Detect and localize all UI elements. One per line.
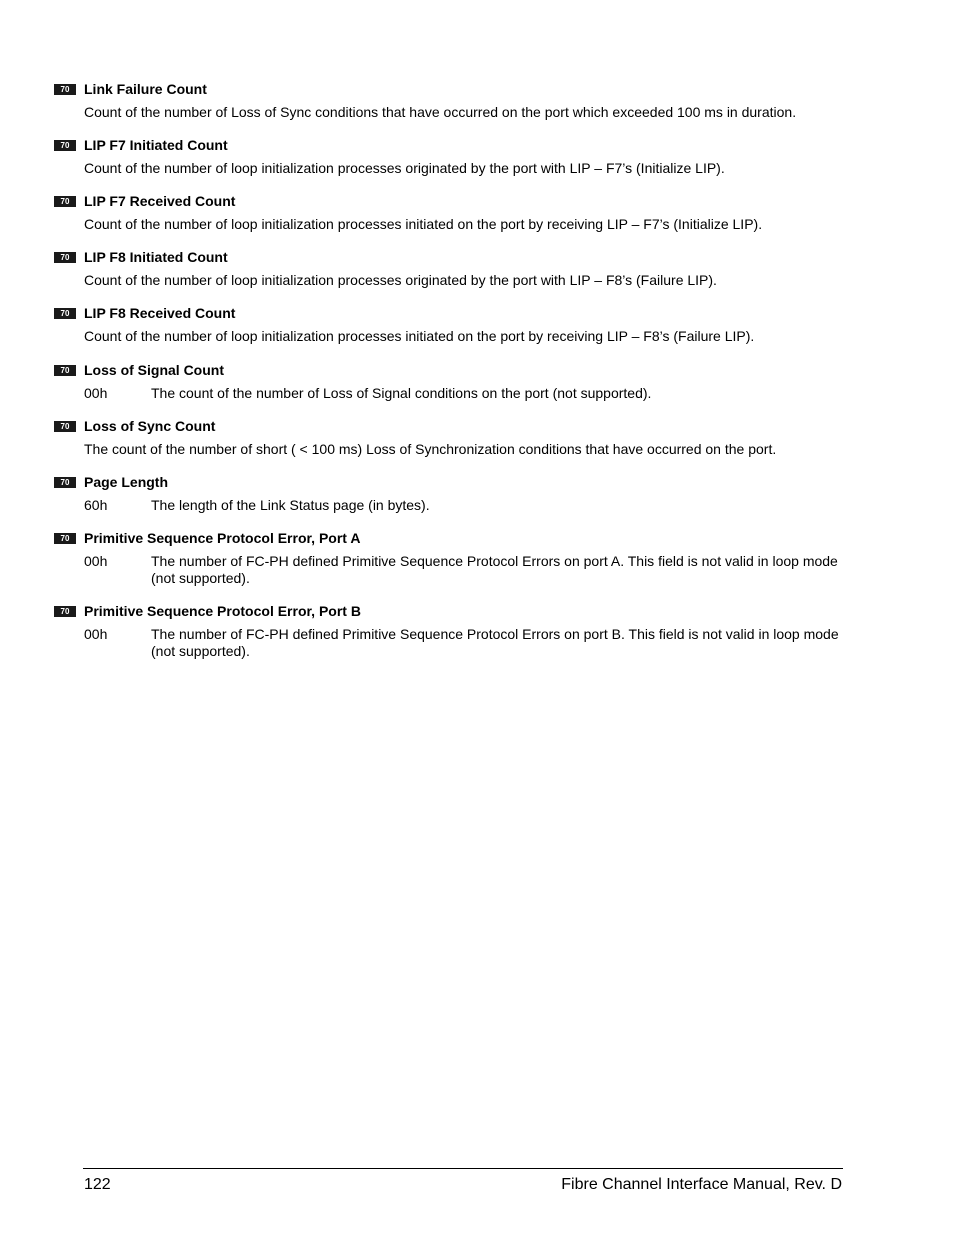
value-row xyxy=(84,385,854,402)
page-code-badge: 70 xyxy=(54,196,76,207)
field-value: 00h xyxy=(84,626,108,642)
field-description: Count of the number of loop initialization processes originated by the port with LIP – F8’s (Failure LIP). xyxy=(84,272,717,288)
field-description: The length of the Link Status page (in bytes). xyxy=(151,497,430,513)
field-title: LIP F7 Initiated Count xyxy=(84,137,228,153)
page-code-badge: 70 xyxy=(54,365,76,376)
entry-pspe-port-a xyxy=(54,530,854,587)
entry-pspe-port-b xyxy=(54,603,854,660)
field-title: Link Failure Count xyxy=(84,81,207,97)
page-code-badge: 70 xyxy=(54,477,76,488)
field-title: Loss of Signal Count xyxy=(84,362,224,378)
entry-loss-of-signal-count xyxy=(54,362,854,402)
entry-lip-f8-initiated-count xyxy=(54,249,854,289)
value-row xyxy=(84,553,854,587)
field-title: LIP F8 Received Count xyxy=(84,305,236,321)
field-description: Count of the number of loop initialization processes initiated on the port by receiving LIP – F7’s (Initialize LIP). xyxy=(84,216,763,232)
field-description: Count of the number of Loss of Sync conditions that have occurred on the port which exceeded 100 ms in duration. xyxy=(84,104,797,120)
field-title: LIP F8 Initiated Count xyxy=(84,249,228,265)
field-description: The count of the number of Loss of Signal conditions on the port (not supported). xyxy=(151,385,652,401)
field-description: The number of FC-PH defined Primitive Sequence Protocol Errors on port B. This field is not valid in loop mode (not supported). xyxy=(151,626,839,659)
field-title: Page Length xyxy=(84,474,169,490)
entry-lip-f8-received-count xyxy=(54,305,854,345)
page-code-badge: 70 xyxy=(54,252,76,263)
field-description: The count of the number of short ( < 100 ms) Loss of Synchronization conditions that have occurred on the port. xyxy=(84,441,777,457)
page-code-badge: 70 xyxy=(54,606,76,617)
page-code-badge: 70 xyxy=(54,533,76,544)
field-title: Primitive Sequence Protocol Error, Port B xyxy=(84,603,361,619)
field-description: Count of the number of loop initialization processes initiated on the port by receiving LIP – F8’s (Failure LIP). xyxy=(84,328,755,344)
entry-loss-of-sync-count xyxy=(54,418,854,458)
field-value: 00h xyxy=(84,553,108,569)
field-title: Primitive Sequence Protocol Error, Port A xyxy=(84,530,361,546)
entry-lip-f7-received-count xyxy=(54,193,854,233)
value-row xyxy=(84,626,854,660)
page-code-badge: 70 xyxy=(54,421,76,432)
value-row xyxy=(84,497,854,514)
field-value: 60h xyxy=(84,497,108,513)
entry-link-failure-count xyxy=(54,81,854,121)
field-title: Loss of Sync Count xyxy=(84,418,216,434)
field-description: The number of FC-PH defined Primitive Sequence Protocol Errors on port A. This field is not valid in loop mode (not supported). xyxy=(151,553,838,586)
page-number: 122 xyxy=(84,1176,111,1193)
entry-lip-f7-initiated-count xyxy=(54,137,854,177)
footer-divider xyxy=(83,1168,843,1169)
page-code-badge: 70 xyxy=(54,140,76,151)
page-code-badge: 70 xyxy=(54,308,76,319)
field-description: Count of the number of loop initialization processes originated by the port with LIP – F7’s (Initialize LIP). xyxy=(84,160,725,176)
entry-page-length xyxy=(54,474,854,514)
field-value: 00h xyxy=(84,385,108,401)
page-code-badge: 70 xyxy=(54,84,76,95)
manual-title: Fibre Channel Interface Manual, Rev. D xyxy=(561,1176,842,1193)
field-title: LIP F7 Received Count xyxy=(84,193,236,209)
